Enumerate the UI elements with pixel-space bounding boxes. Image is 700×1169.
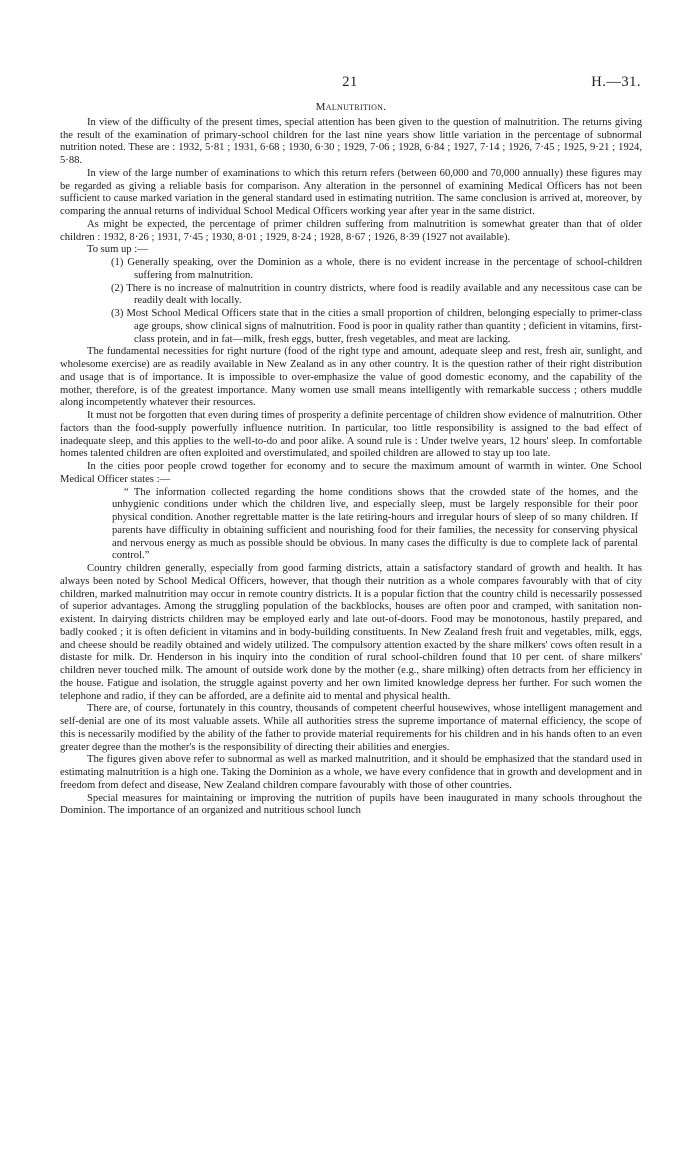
paragraph: As might be expected, the percentage of primer children suffering from malnutrition is somewhat greater than that of older children : 1932, 8·26 ; 1931, 7·45 ; 1930, 8·01 ; 1929, 8·24 ; 1928, 8·67 ; 1926, 8·39 (1927 not available).	[60, 218, 642, 243]
paragraph: In view of the difficulty of the present times, special attention has been given to the question of malnutrition. The returns giving the result of the examination of primary-school children for the last nine years show little variation in the percentage of subnormal nutrition noted. These are : 1932, 5·81 ; 1931, 6·68 ; 1930, 6·30 ; 1929, 7·06 ; 1928, 6·84 ; 1927, 7·14 ; 1926, 7·45 ; 1925, 9·21 ; 1924, 5·88.	[60, 116, 642, 166]
paragraph: To sum up :—	[87, 244, 148, 256]
paragraph: In the cities poor people crowd together for economy and to secure the maximum amount of warmth in winter. One School Medical Officer states :—	[60, 461, 642, 485]
paragraph: Special measures for maintaining or improving the nutrition of pupils have been inaugurated in many schools throughout the Dominion. The importance of an organized and nutritious school lunch	[60, 792, 642, 817]
paragraph: It must not be forgotten that even during times of prosperity a definite percentage of children show evidence of malnutrition. Other factors than the food-supply powerfully influence nutrition. In particular, too little responsibility is assigned to the bad effect of inadequate sleep, and this applies to the well-to-do and poor alike. A sound rule is : Under twelve years, 12 hours' sleep. In comfortable homes talented children are often exploited and overstimulated, and spoiled children are allowed to stay up too late.	[60, 410, 642, 460]
paragraph: The figures given above refer to subnormal as well as marked malnutrition, and it should be emphasized that the standard used in estimating malnutrition is a high one. Taking the Dominion as a whole, we have every confidence that in growth and development and in freedom from defect and disease, New Zealand children compare favourably with those of other countries.	[60, 754, 642, 791]
section-heading: Malnutrition.	[315, 101, 387, 113]
list-item: (1) Generally speaking, over the Dominion as a whole, there is no evident increase in the percentage of school-children suffering from malnutrition.	[111, 257, 642, 281]
document-reference: H.—31.	[591, 74, 641, 90]
paragraph: The fundamental necessities for right nurture (food of the right type and amount, adequate sleep and rest, fresh air, sunlight, and wholesome exercise) are as readily available in New Zealand as in any other country. It is the question rather of their right distribution and usage that is of importance. It is impossible to over-emphasize the value of good domestic economy, and the capability of the mother, therefore, is of the greatest importance. Many women use small means intelligently with remarkable success ; others muddle along incompetently whatever their resources.	[60, 346, 642, 409]
page-number: 21	[342, 74, 358, 90]
paragraph: In view of the large number of examinations to which this return refers (between 60,000 and 70,000 annually) these figures may be regarded as giving a reliable basis for comparison. Any alteration in the personnel of examining Medical Officers has not been sufficient to cause marked variation in the general standard used in estimating nutrition. The same conclusion is arrived at, moreover, by comparing the annual returns of individual School Medical Officers working year after year in the same district.	[60, 167, 642, 217]
list-item: (3) Most School Medical Officers state that in the cities a small proportion of children, belonging especially to primer-class age groups, show clinical signs of malnutrition. Food is poor in quality rather than quantity ; deficient in vitamins, first-class protein, and in fat—milk, fresh eggs, butter, fresh vegetables, and meat are lacking.	[111, 308, 642, 345]
paragraph: There are, of course, fortunately in this country, thousands of competent cheerful housewives, whose intelligent management and self-denial are one of its most valuable assets. While all authorities stress the supreme importance of maternal efficiency, the scope of this is necessarily modified by the ability of the father to provide material requirements for his children and in his hands often to an even greater degree than the mother's is the responsibility of directing their abilities and energies.	[60, 703, 642, 753]
summary-list	[111, 257, 642, 346]
list-item: (2) There is no increase of malnutrition in country districts, where food is readily available and any necessitous case can be readily dealt with locally.	[111, 282, 642, 307]
paragraph: Country children generally, especially from good farming districts, attain a satisfactory standard of growth and health. It has always been noted by School Medical Officers, however, that though their nutrition as a whole compares favourably with that of city children, marked malnutrition may occur in remote country districts. It is a popular fiction that the country child is necessarily possessed of superior advantages. Among the struggling population of the backblocks, houses are often poor and cramped, with sanitation non-existent. In dairying districts children may be employed early and late out-of-doors. Food may be monotonous, hastily prepared, and badly cooked ; it is often deficient in vitamins and in body-building constituents. In New Zealand fresh fruit and vegetables, milk, eggs, and cheese should be readily obtained and widely utilized. The compulsory attention exacted by the share milkers' cows often result in a distaste for milk. Dr. Henderson in his inquiry into the condition of rural school-children found that 10 per cent. of share milkers' children never touched milk. The amount of outside work done by the mother (e.g., share milking) often detracts from her efficiency in the house. Fatigue and isolation, the struggle against poverty and her own limited knowledge depress her further. For such women the telephone and radio, if they can be afforded, are a definite aid to mental and physical health.	[60, 563, 642, 702]
block-quote: “ The information collected regarding the home conditions shows that the crowded state of the homes, and the unhygienic conditions under which the children live, and especially sleep, must be largely responsible for their poor physical condition. Another regrettable matter is the late retiring-hours and irregular hours of sleep of so many children. If parents have difficulty in obtaining sufficient and nourishing food for their families, the necessity for conserving physical and nervous energy as much as possible should be obvious. In many cases the difficulty is due to complete lack of parental control.”	[112, 486, 638, 562]
